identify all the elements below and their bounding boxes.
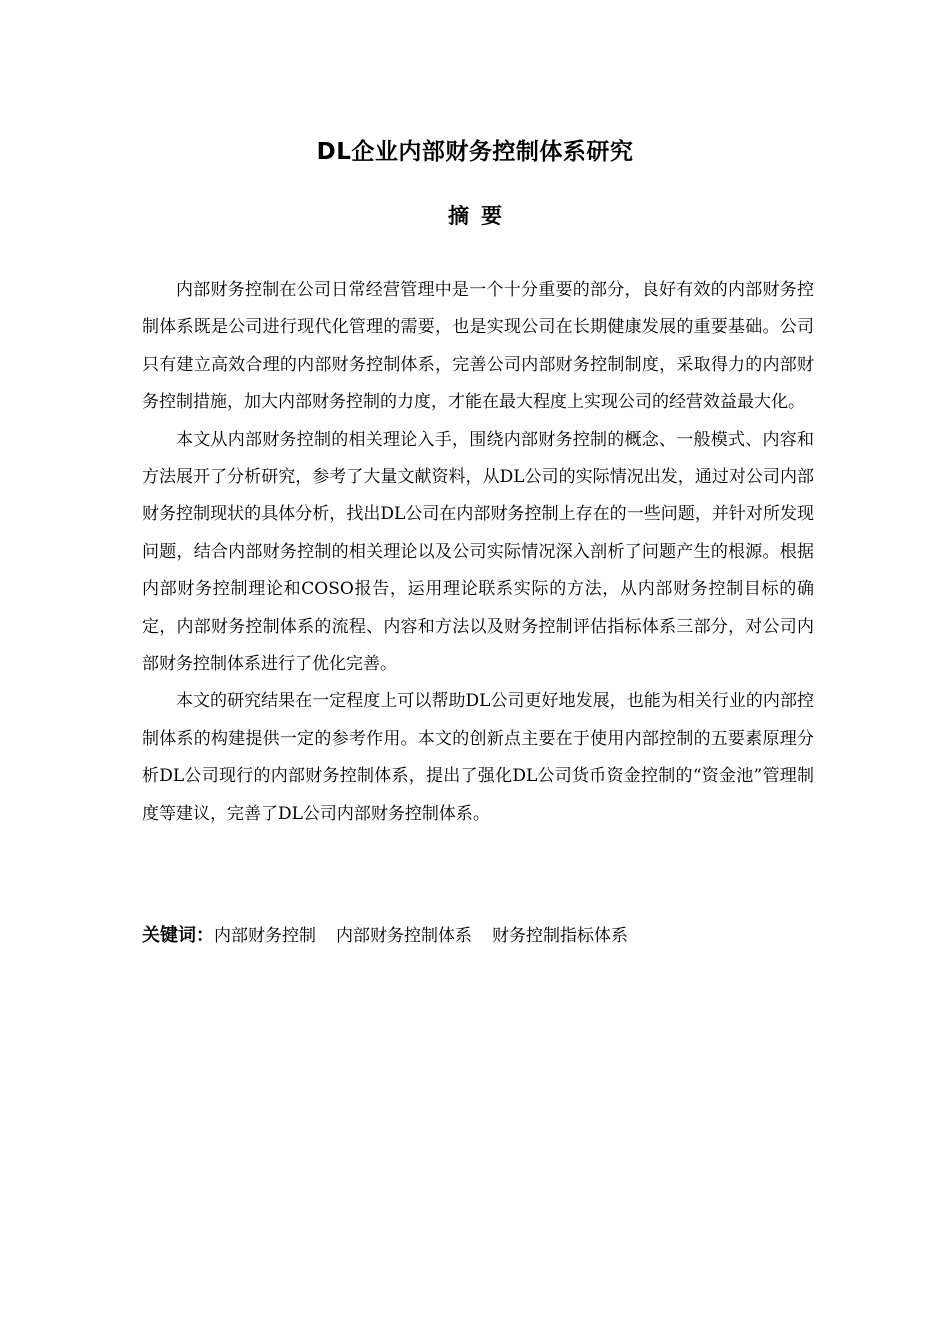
abstract-heading xyxy=(0,196,950,236)
abstract-heading-char-2: 要 xyxy=(481,204,502,228)
keyword-item: 内部财务控制 xyxy=(214,926,316,946)
abstract-paragraph-2: 本文从内部财务控制的相关理论入手，围绕内部财务控制的概念、一般模式、内容和方法展开了分析研究，参考了大量文献资料，从DL公司的实际情况出发，通过对公司内部财务控制现状的具体分析，找出DL公司在内部财务控制上存在的一些问题，并针对所发现问题，结合内部财务控制的相关理论以及公司实际情况深入剖析了问题产生的根源。根据内部财务控制理论和COSO报告，运用理论联系实际的方法，从内部财务控制目标的确定，内部财务控制体系的流程、内容和方法以及财务控制评估指标体系三部分，对公司内部财务控制体系进行了优化完善。 xyxy=(142,429,814,675)
keyword-item: 内部财务控制体系 xyxy=(336,926,472,946)
abstract-body xyxy=(142,272,814,833)
keyword-item: 财务控制指标体系 xyxy=(492,926,628,946)
keywords-label: 关键词： xyxy=(142,925,214,946)
abstract-paragraph-1: 内部财务控制在公司日常经营管理中是一个十分重要的部分，良好有效的内部财务控制体系既是公司进行现代化管理的需要，也是实现公司在长期健康发展的重要基础。公司只有建立高效合理的内部财务控制体系，完善公司内部财务控制制度，采取得力的内部财务控制措施，加大内部财务控制的力度，才能在最大程度上实现公司的经营效益最大化。 xyxy=(142,280,814,413)
keywords-line xyxy=(142,917,814,955)
paper-title: DL企业内部财务控制体系研究 xyxy=(316,139,634,165)
abstract-heading-char-1: 摘 xyxy=(448,204,469,228)
abstract-paragraph-3: 本文的研究结果在一定程度上可以帮助DL公司更好地发展，也能为相关行业的内部控制体系的构建提供一定的参考作用。本文的创新点主要在于使用内部控制的五要素原理分析DL公司现行的内部财务控制体系，提出了强化DL公司货币资金控制的“资金池”管理制度等建议，完善了DL公司内部财务控制体系。 xyxy=(142,691,814,824)
